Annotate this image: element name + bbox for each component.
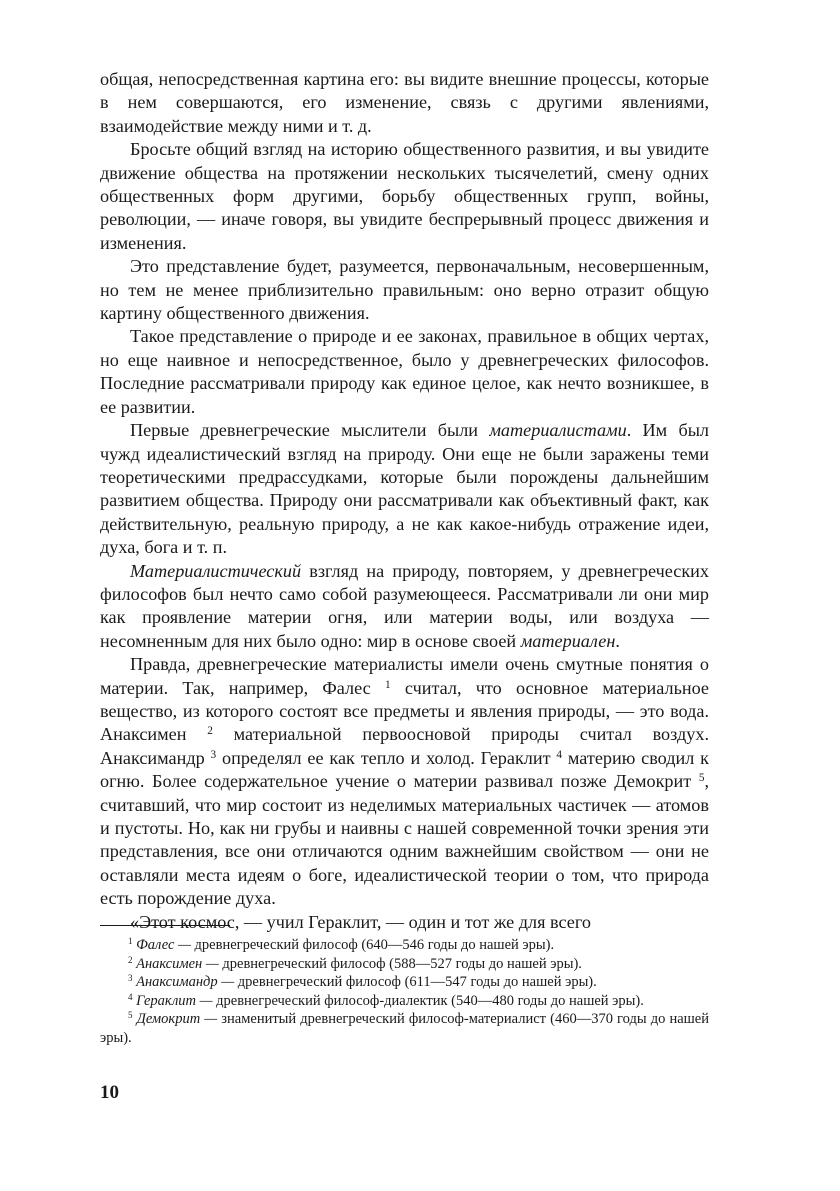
text-run: определял ее как тепло и холод. Гераклит (216, 747, 557, 768)
footnote-2 (100, 955, 709, 974)
text-run: древнегреческий философ (640—546 годы до нашей эры). (190, 937, 555, 953)
page-number: 10 (100, 1082, 119, 1103)
text-run: Первые древнегреческие мыслители были (130, 420, 490, 441)
paragraph-3 (100, 255, 709, 325)
emphasis-text: Фалес — (136, 937, 191, 953)
text-run: древнегреческий философ (611—547 годы до нашей эры). (234, 974, 597, 991)
footnote-3 (100, 973, 709, 992)
text-run: общая, непосредственная картина его: вы видите внешние процессы, которые в нем совершаются, его изменение, связь с другими явлениями, взаимодействие между ними и т. д. (100, 69, 709, 136)
text-run: древнегреческий философ (588—527 годы до нашей эры). (218, 955, 582, 972)
paragraph-8 (100, 911, 709, 934)
text-run: взгляд на природу, повторяем, у древнегреческих философов был нечто само собой разумеющееся. Рассматривали ли они мир как проявление материи огня, или материи воды, или воздуха — несомненным для них было одно: мир в основе своей (100, 560, 709, 651)
emphasis-text: Демокрит — (136, 1011, 218, 1028)
footnote-1 (100, 936, 709, 955)
text-run: Такое представление о природе и ее законах, правильное в общих чертах, но еще наивное и непосредственное, было у древнегреческих философов. Последние рассматривали природу как единое целое, как нечто возникшее, в ее развитии. (100, 326, 709, 417)
footnote-marker: 4 (556, 748, 563, 761)
paragraph-1 (100, 68, 709, 138)
text-run: Бросьте общий взгляд на историю общественного развития, и вы увидите движение общества на протяжении нескольких тысячелетий, смену одних общественных форм другими, борьбу общественных групп, войны, революции, — иначе говоря, вы увидите беспрерывный процесс движения и изменения. (100, 139, 709, 253)
text-run: . Им был чужд идеалистический взгляд на природу. Они еще не были заражены теми теоретическими предрассудками, которые были порождены дальнейшим развитием общества. Природу они рассматривали как объективный факт, как действительную, реальную природу, а не как какое-нибудь отражение идеи, духа, бога и т. п. (100, 420, 710, 558)
footnote-marker: 4 (128, 991, 133, 1002)
emphasis-text: Анаксимандр — (136, 974, 235, 991)
emphasis-text: Гераклит — (136, 992, 213, 1009)
text-run: считал, что основное материальное вещество, из которого состоят все предметы и явления природы, — это вода. Анаксимен (100, 677, 709, 745)
paragraph-7 (100, 653, 709, 910)
footnote-marker: 3 (210, 748, 217, 761)
text-run: материю сводил к огню. Более содержательное учение о материи развивал позже Демокрит (100, 747, 709, 792)
emphasis-text: Анаксимен — (136, 955, 219, 972)
emphasis-text: материалистами (489, 420, 627, 441)
text-run: «Этот космос, — учил Гераклит, — один и тот же для всего (130, 911, 591, 932)
footnote-marker: 1 (384, 678, 391, 691)
paragraph-2 (100, 138, 709, 255)
paragraph-4 (100, 325, 709, 419)
footnote-marker: 2 (128, 954, 133, 965)
footnote-marker: 3 (128, 973, 133, 984)
paragraph-6 (100, 560, 709, 654)
text-run: , считавший, что мир состоит из неделимых материальных частичек — атомов и пустоты. Но, как ни грубы и наивны с нашей современной точки зрения эти представления, все они отличаются одним важнейшим свойством — они не оставляли места идеям о боге, идеалистической теории о том, что природа есть порождение духа. (100, 771, 709, 909)
text-run: Это представление будет, разумеется, первоначальным, несовершенным, но тем не менее приблизительно правильным: оно верно отразит общую картину общественного движения. (100, 256, 709, 324)
body-text (100, 68, 709, 934)
paragraph-5 (100, 419, 709, 559)
footnote-marker: 1 (128, 936, 133, 947)
text-run: . (615, 630, 620, 651)
footnotes (100, 936, 709, 1048)
text-run: Правда, древнегреческие материалисты имели очень смутные понятия о материи. Так, например, Фалес (100, 654, 709, 698)
emphasis-text: Материалистический (130, 560, 302, 581)
emphasis-text: материален (520, 630, 616, 651)
text-run: знаменитый древнегреческий философ-материалист (460—370 годы до нашей эры). (100, 1011, 709, 1046)
footnote-marker: 5 (128, 1010, 133, 1021)
footnote-4 (100, 992, 709, 1011)
footnote-marker: 2 (207, 725, 213, 738)
text-run: древнегреческий философ-диалектик (540—480 годы до нашей эры). (212, 992, 644, 1009)
footnote-separator (100, 925, 230, 926)
footnote-5 (100, 1010, 709, 1047)
footnote-marker: 5 (698, 771, 705, 784)
text-run: материальной первоосновой природы считал воздух. Анаксимандр (100, 724, 709, 768)
